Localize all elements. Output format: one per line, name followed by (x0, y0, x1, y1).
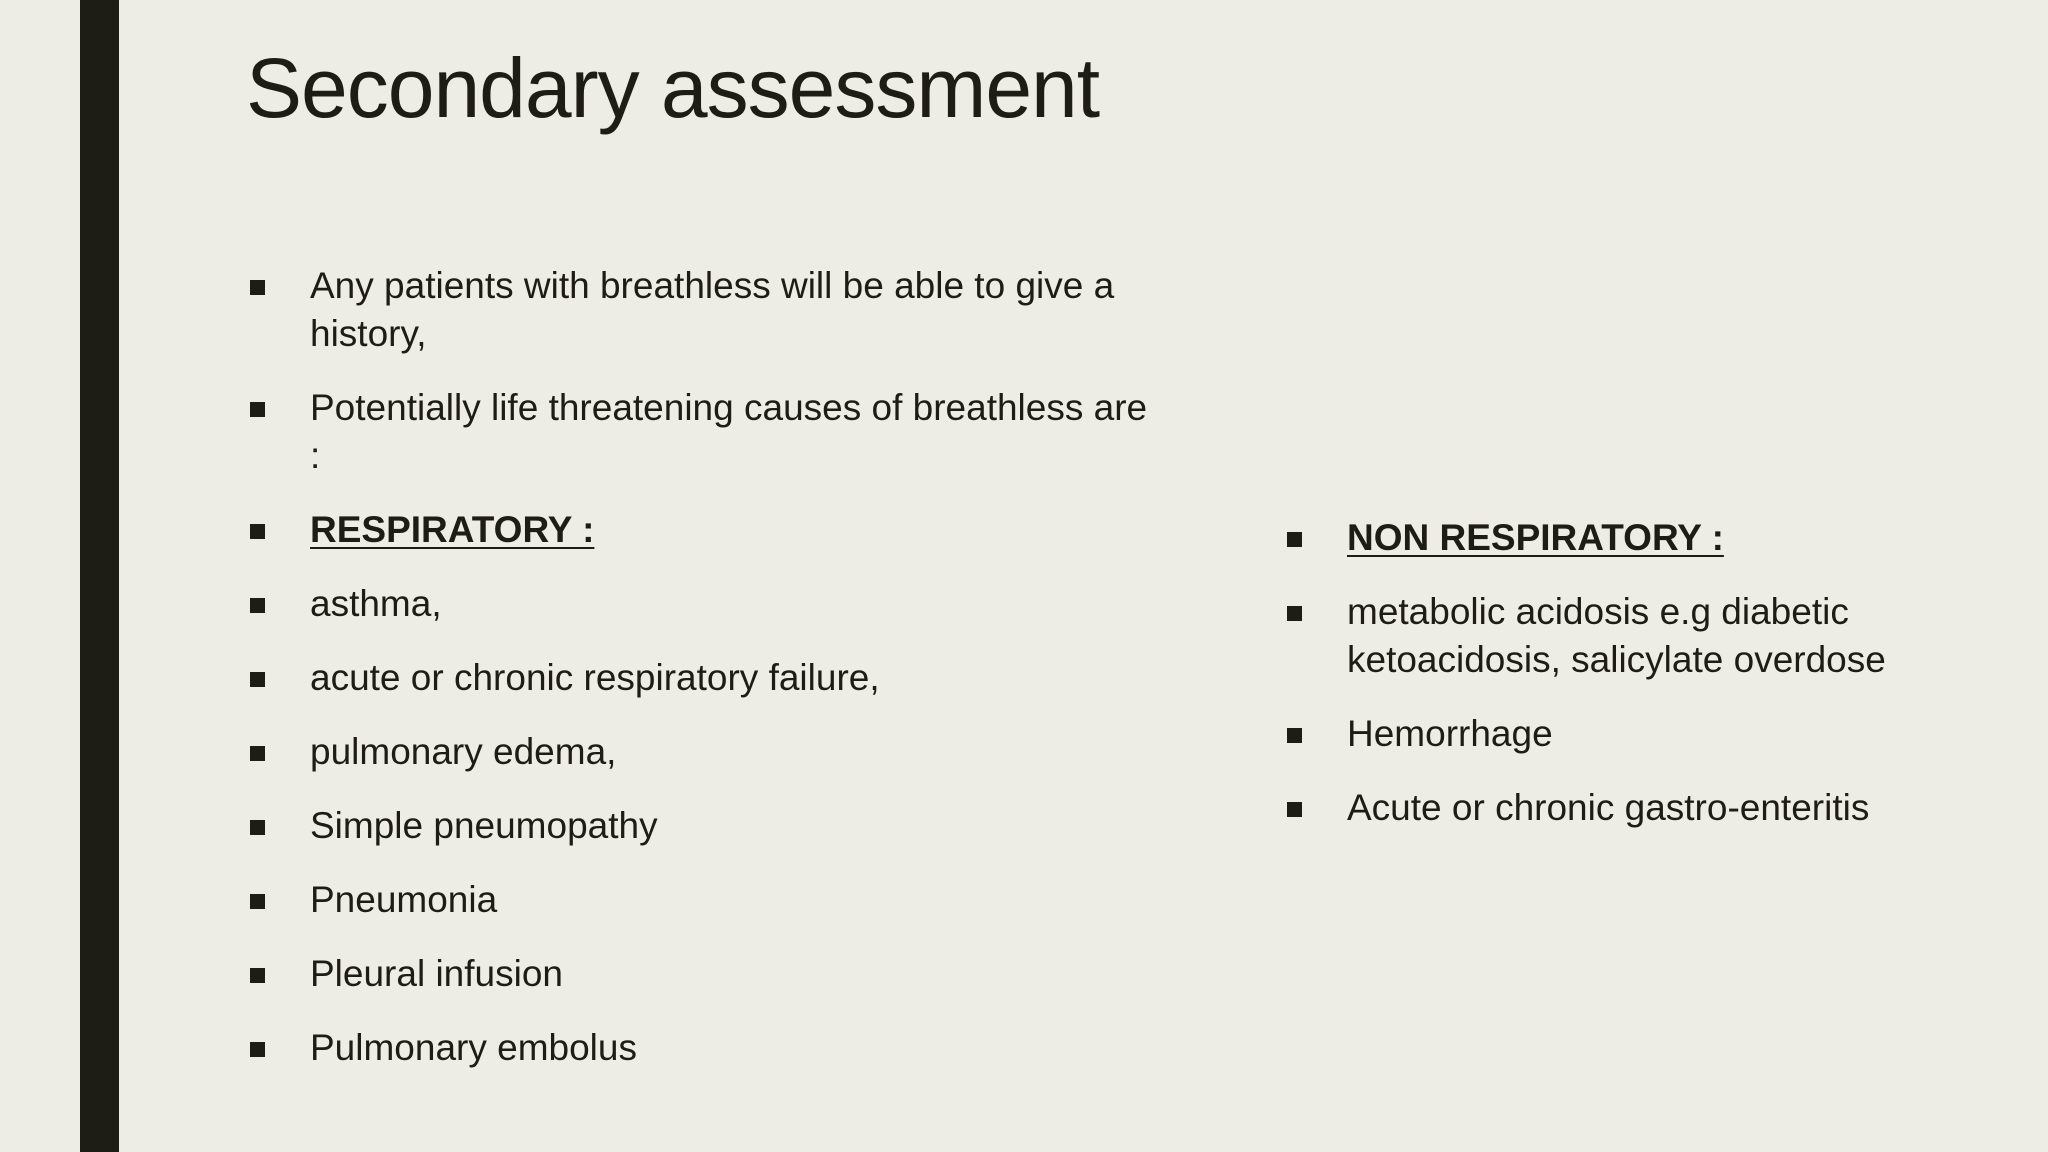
square-bullet-icon (250, 1042, 265, 1057)
list-item (246, 876, 1166, 924)
list-item-text: Simple pneumopathy (310, 805, 658, 846)
square-bullet-icon (250, 402, 265, 417)
square-bullet-icon (250, 672, 265, 687)
list-item (1283, 514, 1983, 562)
list-item-text: Any patients with breathless will be able to give a history, (310, 265, 1115, 354)
slide-title: Secondary assessment (246, 41, 1100, 135)
list-item (246, 654, 1166, 702)
list-item (246, 262, 1166, 358)
list-item (246, 580, 1166, 628)
list-item (246, 802, 1166, 850)
list-item-text: acute or chronic respiratory failure, (310, 657, 880, 698)
right-bullet-list (1283, 514, 1983, 858)
respiratory-heading: RESPIRATORY : (310, 509, 595, 550)
square-bullet-icon (250, 968, 265, 983)
list-item (246, 950, 1166, 998)
square-bullet-icon (1287, 728, 1302, 743)
square-bullet-icon (250, 524, 265, 539)
list-item (246, 1024, 1166, 1072)
list-item-text: Pleural infusion (310, 953, 563, 994)
list-item (1283, 784, 1983, 832)
list-item-text: pulmonary edema, (310, 731, 617, 772)
non-respiratory-heading: NON RESPIRATORY : (1347, 517, 1724, 558)
square-bullet-icon (250, 894, 265, 909)
square-bullet-icon (250, 280, 265, 295)
accent-bar (80, 0, 119, 1152)
list-item-text: Hemorrhage (1347, 713, 1553, 754)
square-bullet-icon (1287, 802, 1302, 817)
list-item-text: Pulmonary embolus (310, 1027, 637, 1068)
list-item-text: Acute or chronic gastro-enteritis (1347, 787, 1870, 828)
list-item-text: metabolic acidosis e.g diabetic ketoacidosis, salicylate overdose (1347, 591, 1886, 680)
list-item-text: Pneumonia (310, 879, 498, 920)
list-item (246, 384, 1166, 480)
square-bullet-icon (1287, 606, 1302, 621)
list-item-text: Potentially life threatening causes of breathless are : (310, 387, 1148, 476)
list-item-text: asthma, (310, 583, 442, 624)
list-item (1283, 710, 1983, 758)
list-item (1283, 588, 1983, 684)
square-bullet-icon (250, 598, 265, 613)
list-item (246, 728, 1166, 776)
list-item (246, 506, 1166, 554)
square-bullet-icon (1287, 532, 1302, 547)
square-bullet-icon (250, 820, 265, 835)
left-bullet-list (246, 262, 1166, 1098)
square-bullet-icon (250, 746, 265, 761)
